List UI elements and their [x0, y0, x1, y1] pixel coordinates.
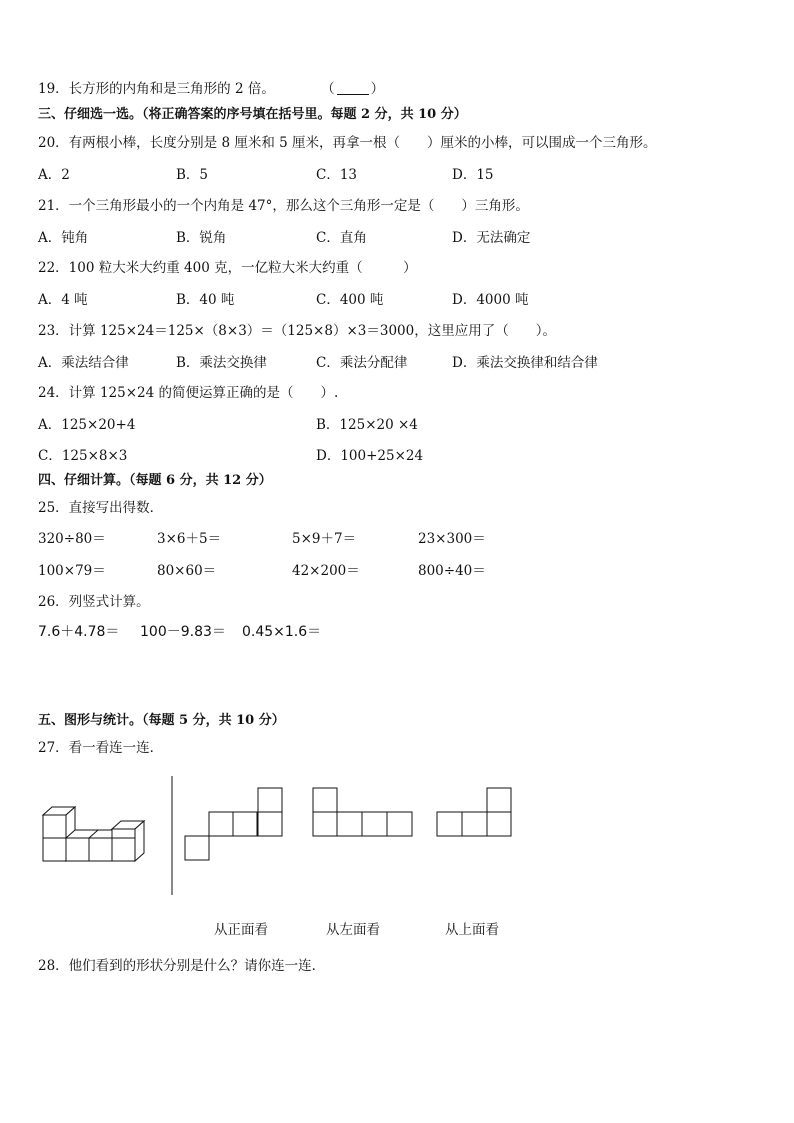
question-21-text: 21．一个三角形最小的一个内角是 47°，那么这个三角形一定是（ ）三角形。 — [38, 198, 529, 214]
q20-option-b[interactable]: B．5 — [176, 167, 209, 183]
q21-option-a[interactable]: A．钝角 — [38, 230, 89, 246]
section-5-title: 五、图形与统计。（每题 5 分，共 10 分） — [38, 713, 285, 728]
question-26-text: 26．列竖式计算。 — [38, 594, 150, 610]
question-23-text: 23．计算 125×24＝125×（8×3）＝（125×8）×3＝3000，这里应用了（ ）。 — [38, 323, 556, 339]
view-shape-1 — [185, 788, 282, 860]
caption-front-view: 从正面看 — [214, 922, 268, 938]
q24-option-c[interactable]: C．125×8×3 — [38, 448, 128, 464]
q23-option-d[interactable]: D．乘法交换律和结合律 — [452, 355, 598, 371]
caption-left-view: 从左面看 — [326, 922, 380, 938]
calc-item: 800÷40＝ — [418, 563, 486, 579]
calc-item: 100×79＝ — [38, 563, 106, 579]
q23-option-a[interactable]: A．乘法结合律 — [38, 355, 129, 371]
q22-option-b[interactable]: B．40 吨 — [176, 292, 235, 308]
cube-stack-3d — [43, 807, 144, 861]
question-27-text: 27．看一看连一连． — [38, 740, 164, 756]
question-24-text: 24．计算 125×24 的简便运算正确的是（ ）. — [38, 385, 339, 401]
q21-option-b[interactable]: B．锐角 — [176, 230, 227, 246]
q23-option-b[interactable]: B．乘法交换律 — [176, 355, 267, 371]
q21-option-c[interactable]: C．直角 — [316, 230, 367, 246]
question-19-text: 19．长方形的内角和是三角形的 2 倍。 — [38, 81, 275, 97]
q20-option-a[interactable]: A．2 — [38, 167, 70, 183]
q20-option-c[interactable]: C．13 — [316, 167, 358, 183]
vertical-calc-expr: 100－9.83＝ — [140, 624, 226, 640]
question-28-text: 28．他们看到的形状分别是什么？请你连一连． — [38, 958, 326, 974]
q24-option-a[interactable]: A．125×20+4 — [38, 417, 136, 433]
view-shape-3 — [437, 788, 511, 836]
q22-option-d[interactable]: D．4000 吨 — [452, 292, 529, 308]
section-4-title: 四、仔细计算。（每题 6 分，共 12 分） — [38, 473, 272, 488]
calc-item: 320÷80＝ — [38, 531, 106, 547]
view-shape-2 — [313, 788, 412, 836]
question-25-text: 25．直接写出得数． — [38, 500, 164, 516]
section-3-title: 三、仔细选一选。（将正确答案的序号填在括号里。每题 2 分，共 10 分） — [38, 107, 467, 122]
question-20-text: 20．有两根小棒，长度分别是 8 厘米和 5 厘米，再拿一根（ ）厘米的小棒，可以围成一个三角形。 — [38, 135, 657, 151]
calc-item: 42×200＝ — [292, 563, 360, 579]
q22-option-a[interactable]: A．4 吨 — [38, 292, 88, 308]
calc-item: 23×300＝ — [418, 531, 486, 547]
calc-item: 3×6＋5＝ — [157, 531, 222, 547]
q24-option-b[interactable]: B．125×20 ×4 — [316, 417, 418, 433]
calc-item: 80×60＝ — [157, 563, 217, 579]
calc-item: 5×9＋7＝ — [292, 531, 357, 547]
vertical-calc-expr: 7.6＋4.78＝ — [38, 624, 120, 640]
question-22-text: 22．100 粒大米大约重 400 克，一亿粒大米大约重（ ） — [38, 260, 417, 276]
q21-option-d[interactable]: D．无法确定 — [452, 230, 531, 246]
caption-top-view: 从上面看 — [445, 922, 499, 938]
q23-option-c[interactable]: C．乘法分配律 — [316, 355, 408, 371]
q24-option-d[interactable]: D．100+25×24 — [316, 448, 424, 464]
answer-paren-close: ） — [370, 81, 385, 97]
q22-option-c[interactable]: C．400 吨 — [316, 292, 384, 308]
q20-option-d[interactable]: D．15 — [452, 167, 494, 183]
vertical-calc-expr: 0.45×1.6＝ — [242, 624, 322, 640]
answer-paren-open: （ — [321, 81, 335, 97]
